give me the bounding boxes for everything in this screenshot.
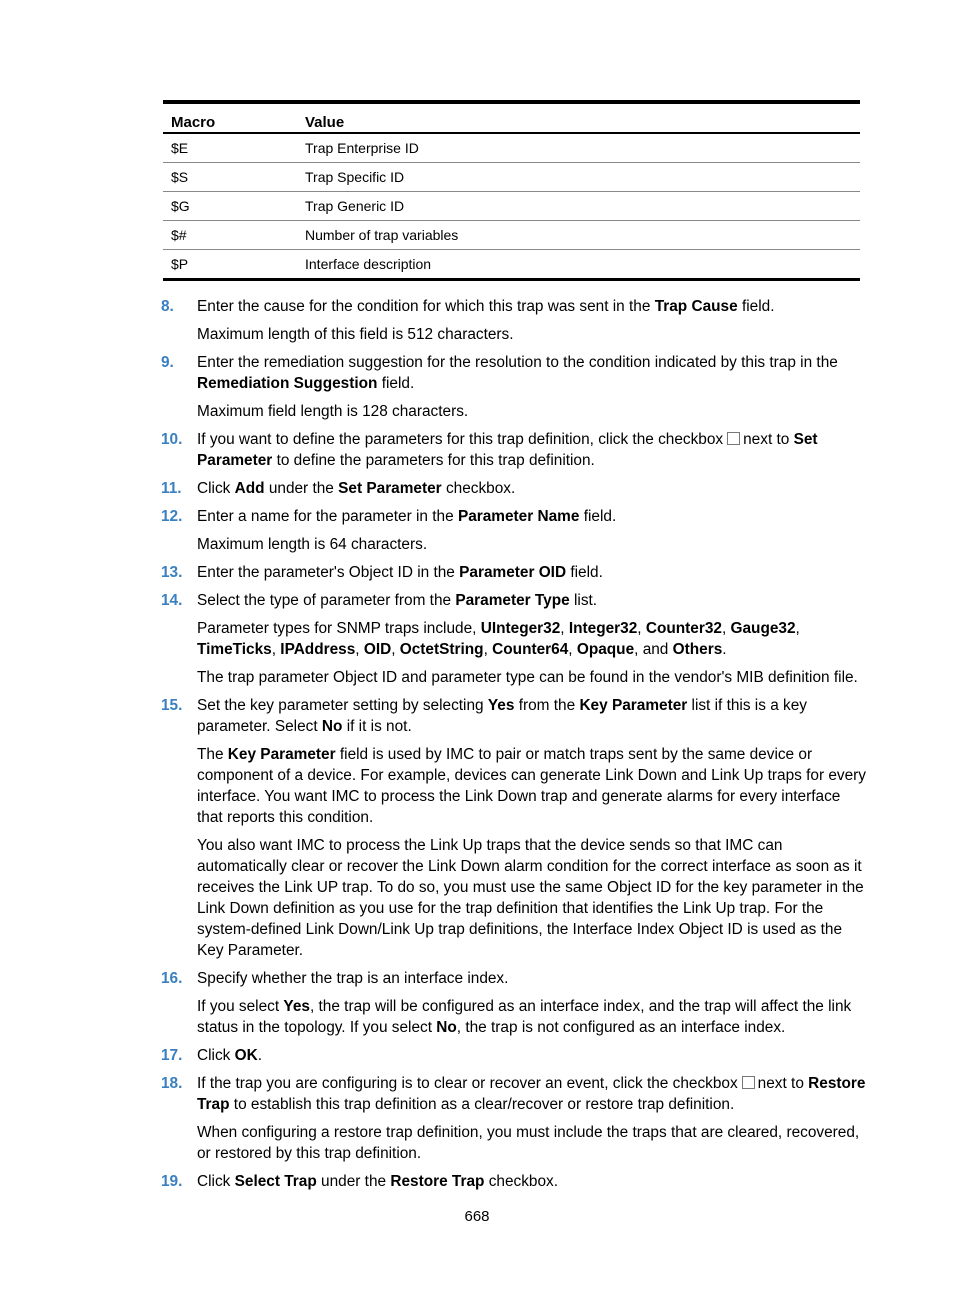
- step-text: Specify whether the trap is an interface index.: [197, 970, 509, 987]
- step-8: [161, 296, 866, 345]
- step-number: 8.: [161, 298, 174, 315]
- value-cell: Number of trap variables: [305, 221, 860, 250]
- step-number: 9.: [161, 354, 174, 371]
- step-note: The Key Parameter field is used by IMC to pair or match traps sent by the same device or component of a device. For example, devices can generate Link Down and Link Up traps for every interface. You want IMC to process the Link Down trap and generate alarms for every interface that reports this condition.: [197, 746, 866, 826]
- step-note: Maximum field length is 128 characters.: [197, 403, 469, 420]
- value-cell: Interface description: [305, 250, 860, 280]
- table-row: [163, 250, 860, 280]
- step-10: [161, 429, 866, 471]
- value-cell: Trap Generic ID: [305, 192, 860, 221]
- step-text: Enter the cause for the condition for which this trap was sent in the Trap Cause field.: [197, 298, 775, 315]
- value-cell: Trap Specific ID: [305, 163, 860, 192]
- step-number: 15.: [161, 697, 183, 714]
- step-text: Click Select Trap under the Restore Trap checkbox.: [197, 1173, 559, 1190]
- step-11: [161, 478, 866, 499]
- step-number: 10.: [161, 431, 183, 448]
- step-12: [161, 506, 866, 555]
- table-row: [163, 221, 860, 250]
- macro-cell: $#: [163, 221, 305, 250]
- step-text: If you want to define the parameters for this trap definition, click the checkbox next to Set Parameter to define the parameters for this trap definition.: [197, 431, 818, 469]
- step-14: [161, 590, 866, 688]
- step-number: 18.: [161, 1075, 183, 1092]
- step-9: [161, 352, 866, 422]
- step-number: 16.: [161, 970, 183, 987]
- table-row: [163, 133, 860, 163]
- table-row: [163, 192, 860, 221]
- step-17: [161, 1045, 866, 1066]
- macro-cell: $E: [163, 133, 305, 163]
- parameter-types-note: Parameter types for SNMP traps include, UInteger32, Integer32, Counter32, Gauge32, TimeTicks, IPAddress, OID, OctetString, Counter64, Opaque, and Others.: [197, 620, 800, 658]
- step-note: Maximum length is 64 characters.: [197, 536, 428, 553]
- step-16: [161, 968, 866, 1038]
- step-text: Set the key parameter setting by selecting Yes from the Key Parameter list if this is a key parameter. Select No if it is not.: [197, 697, 807, 735]
- table-header-row: [163, 102, 860, 133]
- step-19: [161, 1171, 866, 1192]
- step-number: 19.: [161, 1173, 183, 1190]
- step-18: [161, 1073, 866, 1164]
- step-text: Enter the parameter's Object ID in the Parameter OID field.: [197, 564, 603, 581]
- page-number: 668: [464, 1208, 490, 1225]
- step-text: Click Add under the Set Parameter checkbox.: [197, 480, 516, 497]
- macro-table: [163, 100, 860, 281]
- step-number: 17.: [161, 1047, 183, 1064]
- table-row: [163, 163, 860, 192]
- step-note: Maximum length of this field is 512 characters.: [197, 326, 514, 343]
- step-note: The trap parameter Object ID and parameter type can be found in the vendor's MIB definition file.: [197, 669, 858, 686]
- step-note: If you select Yes, the trap will be configured as an interface index, and the trap will affect the link status in the topology. If you select No, the trap is not configured as an interface index.: [197, 998, 852, 1036]
- step-number: 11.: [161, 480, 182, 497]
- step-text: Click OK.: [197, 1047, 262, 1064]
- step-number: 14.: [161, 592, 183, 609]
- step-note: You also want IMC to process the Link Up traps that the device sends so that IMC can automatically clear or recover the Link Down alarm condition for the correct interface as soon as it receives the Link UP trap. To do so, you must use the same Object ID for the key parameter in the Link Down definition as you use for the trap definition that identifies the Link Up trap. For the system-defined Link Down/Link Up trap definitions, the Interface Index Object ID is used as the Key Parameter.: [197, 837, 864, 959]
- step-note: When configuring a restore trap definition, you must include the traps that are cleared, recovered, or restored by this trap definition.: [197, 1124, 860, 1162]
- step-text: Select the type of parameter from the Parameter Type list.: [197, 592, 598, 609]
- checkbox-icon: [727, 432, 740, 445]
- checkbox-icon: [742, 1076, 755, 1089]
- header-macro: Macro: [163, 102, 305, 133]
- steps-list: [161, 296, 866, 1199]
- step-13: [161, 562, 866, 583]
- macro-cell: $G: [163, 192, 305, 221]
- step-text: Enter the remediation suggestion for the resolution to the condition indicated by this trap in the Remediation Suggestion field.: [197, 354, 838, 392]
- value-cell: Trap Enterprise ID: [305, 133, 860, 163]
- step-text: If the trap you are configuring is to clear or recover an event, click the checkbox next to Restore Trap to establish this trap definition as a clear/recover or restore trap definition.: [197, 1075, 866, 1113]
- step-number: 12.: [161, 508, 183, 525]
- macro-cell: $P: [163, 250, 305, 280]
- step-15: [161, 695, 866, 961]
- step-text: Enter a name for the parameter in the Parameter Name field.: [197, 508, 617, 525]
- macro-cell: $S: [163, 163, 305, 192]
- step-number: 13.: [161, 564, 183, 581]
- header-value: Value: [305, 102, 860, 133]
